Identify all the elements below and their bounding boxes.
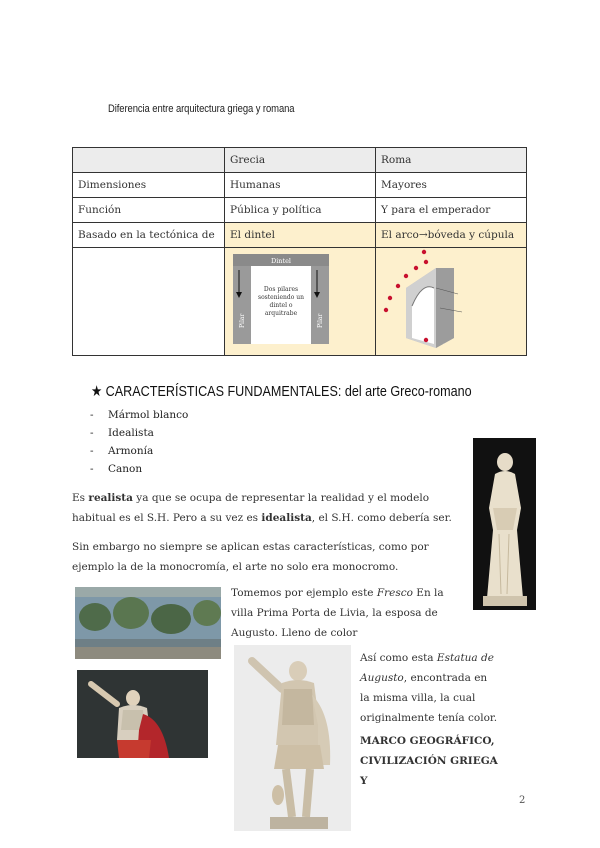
pillar-label: Pilar xyxy=(239,313,246,328)
table-cell: El arco→bóveda y cúpula xyxy=(376,223,527,248)
table-cell: Función xyxy=(73,198,225,223)
dash-bullet: - xyxy=(90,445,94,457)
page-title: Diferencia entre arquitectura griega y romana xyxy=(108,103,295,115)
italic-text: Estatua de Augusto xyxy=(360,652,494,684)
dash-bullet: - xyxy=(90,409,94,421)
greek-lintel-diagram-cell xyxy=(225,248,376,356)
table-cell: Pública y política xyxy=(225,198,376,223)
section-heading-text: CARACTERÍSTICAS FUNDAMENTALES: del arte Greco-romano xyxy=(105,383,472,400)
left-pillar xyxy=(233,266,251,344)
table-cell: Basado en la tectónica de xyxy=(73,223,225,248)
bold-text: realista xyxy=(88,492,133,504)
greek-statue-photo xyxy=(473,438,536,610)
section-heading xyxy=(91,382,472,400)
table-header-cell: Grecia xyxy=(225,148,376,173)
table-cell-empty xyxy=(73,248,225,356)
page-number: 2 xyxy=(519,795,526,806)
table-header-cell xyxy=(73,148,225,173)
list-item xyxy=(90,424,188,442)
table-header-row xyxy=(73,148,527,173)
roman-arch-diagram-cell xyxy=(376,248,527,356)
fresco-photo xyxy=(75,587,221,659)
paragraph-augustus xyxy=(360,648,500,728)
text-run: , encontrada en la misma villa, la cual originalmente tenía color. xyxy=(360,672,498,724)
text-run: Es xyxy=(72,492,89,504)
lintel-diagram xyxy=(225,248,365,352)
lintel-label: Dintel xyxy=(270,257,292,265)
italic-text: Fresco xyxy=(376,587,413,599)
bold-text: idealista xyxy=(261,512,312,524)
text-run: , el S.H. como debería ser. xyxy=(311,512,452,524)
right-pillar xyxy=(311,266,329,344)
list-item xyxy=(90,406,188,424)
list-item-text: Canon xyxy=(108,463,143,475)
table-row xyxy=(73,173,527,198)
table-row xyxy=(73,223,527,248)
text-run: Así como esta xyxy=(360,652,437,664)
dash-bullet: - xyxy=(90,427,94,439)
star-icon: ★ xyxy=(91,383,103,400)
list-item-text: Armonía xyxy=(108,445,154,457)
feature-list xyxy=(90,406,188,478)
list-item xyxy=(90,442,188,460)
table-header-cell: Roma xyxy=(376,148,527,173)
pillar-label: Pilar xyxy=(317,313,324,328)
table-cell: Humanas xyxy=(225,173,376,198)
text-run: Tomemos por ejemplo este xyxy=(231,587,377,599)
list-item xyxy=(90,460,188,478)
arch-diagram xyxy=(376,248,526,352)
table-row xyxy=(73,198,527,223)
table-cell: El dintel xyxy=(225,223,376,248)
comparison-table xyxy=(72,147,527,356)
list-item-text: Idealista xyxy=(108,427,154,439)
dash-bullet: - xyxy=(90,463,94,475)
diagram-caption: Dos pilares sosteniendo un dintel o arquitrabe xyxy=(257,286,305,317)
table-image-row xyxy=(73,248,527,356)
paragraph-fresco xyxy=(231,583,461,643)
text-run: ya que se ocupa de representar la realidad y el modelo habitual es el S.H. Pero a su vez es xyxy=(72,492,430,524)
paragraph-realism xyxy=(72,488,467,528)
table-cell: Y para el emperador xyxy=(376,198,527,223)
list-item-text: Mármol blanco xyxy=(108,409,189,421)
table-cell: Mayores xyxy=(376,173,527,198)
paragraph-monochrome: Sin embargo no siempre se aplican estas características, como por ejemplo la de la monocromía, el arte no solo era monocromo. xyxy=(72,541,429,573)
text-run: En la villa Prima Porta de Livia, la esposa de Augusto. Lleno de color xyxy=(231,587,444,639)
colored-augustus-photo xyxy=(77,670,208,758)
augustus-statue-photo xyxy=(234,645,351,831)
subheading-geographic: MARCO GEOGRÁFICO, CIVILIZACIÓN GRIEGA Y xyxy=(360,735,498,787)
table-cell: Dimensiones xyxy=(73,173,225,198)
